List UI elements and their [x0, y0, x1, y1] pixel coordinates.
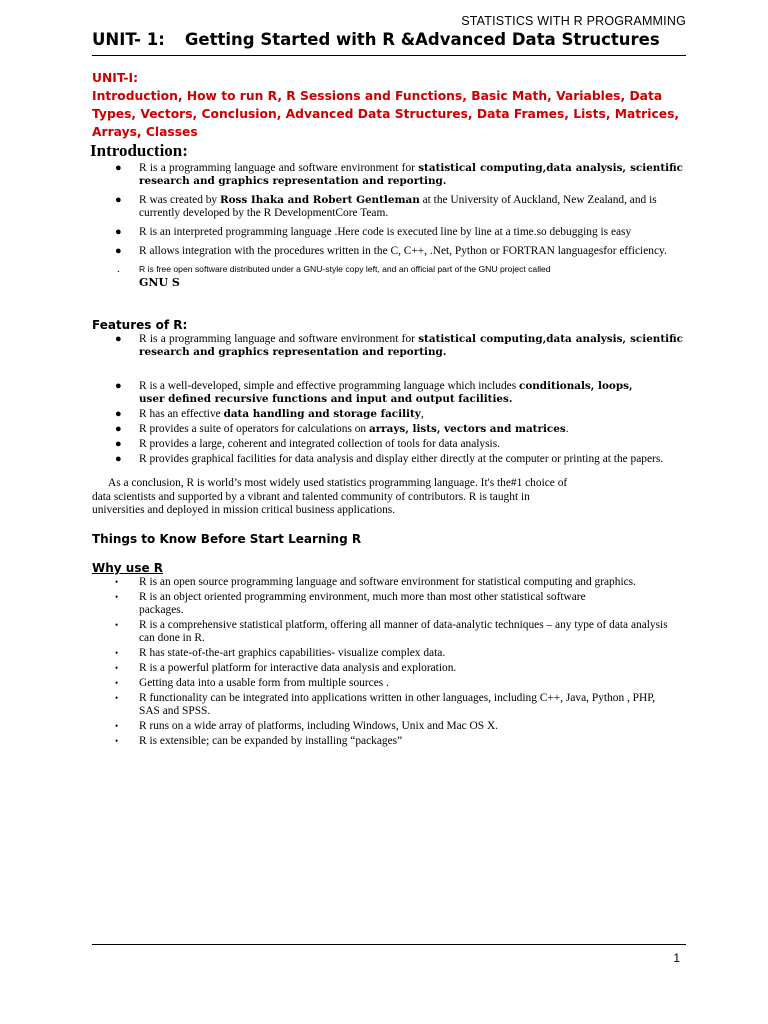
list-item: • R is a powerful platform for interactive data analysis and exploration.	[115, 662, 457, 674]
bullet-icon: ●	[115, 245, 122, 257]
gnu-note: R is free open software distributed under a GNU-style copy left, and an official part of the GNU project called	[139, 264, 551, 274]
list-item	[117, 263, 683, 290]
unit-number: UNIT- 1:	[92, 30, 165, 49]
bullet-icon: •	[115, 620, 119, 630]
bullet-icon: •	[115, 592, 119, 602]
running-header: STATISTICS WITH R PROGRAMMING	[461, 14, 686, 28]
list-item: • R is a comprehensive statistical platform, offering all manner of data-analytic techniques – any type of data analysis can done in R.	[115, 619, 668, 644]
list-item: • R has state-of-the-art graphics capabilities- visualize complex data.	[115, 647, 446, 659]
list-item: ● R provides graphical facilities for data analysis and display either directly at the computer or printing at the papers.	[115, 453, 664, 465]
things-to-know-heading: Things to Know Before Start Learning R	[92, 532, 362, 546]
bullet-icon: •	[115, 721, 119, 731]
list-item: ● R provides a large, coherent and integrated collection of tools for data analysis.	[115, 438, 501, 450]
features-heading: Features of R:	[92, 318, 188, 332]
unit-title	[92, 30, 660, 49]
bullet-icon: ●	[115, 380, 122, 392]
list-item: ● R was created by Ross Ihaka and Robert Gentleman at the University of Auckland, New Zealand, and is currently developed by the R DevelopmentCore Team.	[115, 194, 657, 219]
bullet-icon: •	[115, 693, 119, 703]
introduction-list	[115, 162, 683, 290]
list-item: • R is extensible; can be expanded by installing “packages”	[115, 735, 403, 747]
bullet-icon: •	[115, 736, 119, 746]
why-use-r-heading: Why use R	[92, 561, 164, 575]
list-item: • R functionality can be integrated into applications written in other languages, including C++, Java, Python , PHP, SAS and SPSS.	[115, 692, 656, 717]
bullet-icon: •	[115, 648, 119, 658]
syllabus-label: UNIT-I:	[92, 71, 139, 85]
bullet-icon: ●	[115, 438, 122, 450]
list-item: ● R has an effective data handling and storage facility,	[115, 408, 424, 420]
syllabus-block	[92, 69, 682, 141]
gnu-project-name: GNU S	[139, 276, 180, 289]
conclusion-paragraph: As a conclusion, R is world’s most widely used statistics programming language. It's the#1 choice of data scientists and supported by a vibrant and talented community of contributors. R is taught in universities and deployed in mission critical business applications.	[92, 477, 568, 516]
bullet-icon: ●	[115, 333, 122, 345]
header-rule	[92, 55, 686, 56]
list-item: ● R provides a suite of operators for calculations on arrays, lists, vectors and matrices.	[115, 423, 569, 435]
list-item: ● R allows integration with the procedures written in the C, C++, .Net, Python or FORTRAN languagesfor efficiency.	[115, 245, 667, 257]
list-item: ● R is an interpreted programming language .Here code is executed line by line at a time.so debugging is easy	[115, 226, 632, 238]
syllabus-topics: Introduction, How to run R, R Sessions and Functions, Basic Math, Variables, Data Types, Vectors, Conclusion, Advanced Data Structures, Data Frames, Lists, Matrices, Arrays, Classes	[92, 89, 680, 139]
list-item: ● R is a programming language and software environment for statistical computing,data analysis, scientific research and graphics representation and reporting.	[115, 162, 683, 187]
list-item: • R is an open source programming language and software environment for statistical computing and graphics.	[115, 576, 636, 588]
features-list	[115, 333, 683, 466]
list-item: • Getting data into a usable form from multiple sources .	[115, 677, 389, 689]
list-item: ● R is a well-developed, simple and effective programming language which includes conditionals, loops, user defined recursive functions and input and output facilities.	[115, 380, 633, 405]
page-number: 1	[673, 951, 680, 965]
bullet-icon: •	[115, 577, 119, 587]
bullet-icon: •	[115, 678, 119, 688]
list-item: ● R is a programming language and software environment for statistical computing,data analysis, scientific research and graphics representation and reporting.	[115, 333, 683, 358]
bullet-icon: ●	[115, 226, 122, 238]
list-item: • R runs on a wide array of platforms, including Windows, Unix and Mac OS X.	[115, 720, 499, 732]
bullet-icon: ●	[115, 423, 122, 435]
bullet-icon: ●	[115, 162, 122, 174]
bullet-icon: •	[115, 663, 119, 673]
bullet-icon: ●	[115, 408, 122, 420]
footer-rule	[92, 944, 686, 945]
why-use-r-list	[115, 576, 679, 748]
list-item: • R is an object oriented programming environment, much more than most other statistical software packages.	[115, 591, 586, 616]
unit-title-text: Getting Started with R &Advanced Data Structures	[184, 30, 660, 49]
bullet-icon: ●	[115, 453, 122, 465]
bullet-icon: .	[117, 263, 120, 275]
introduction-heading: Introduction:	[90, 141, 188, 160]
bullet-icon: ●	[115, 194, 122, 206]
